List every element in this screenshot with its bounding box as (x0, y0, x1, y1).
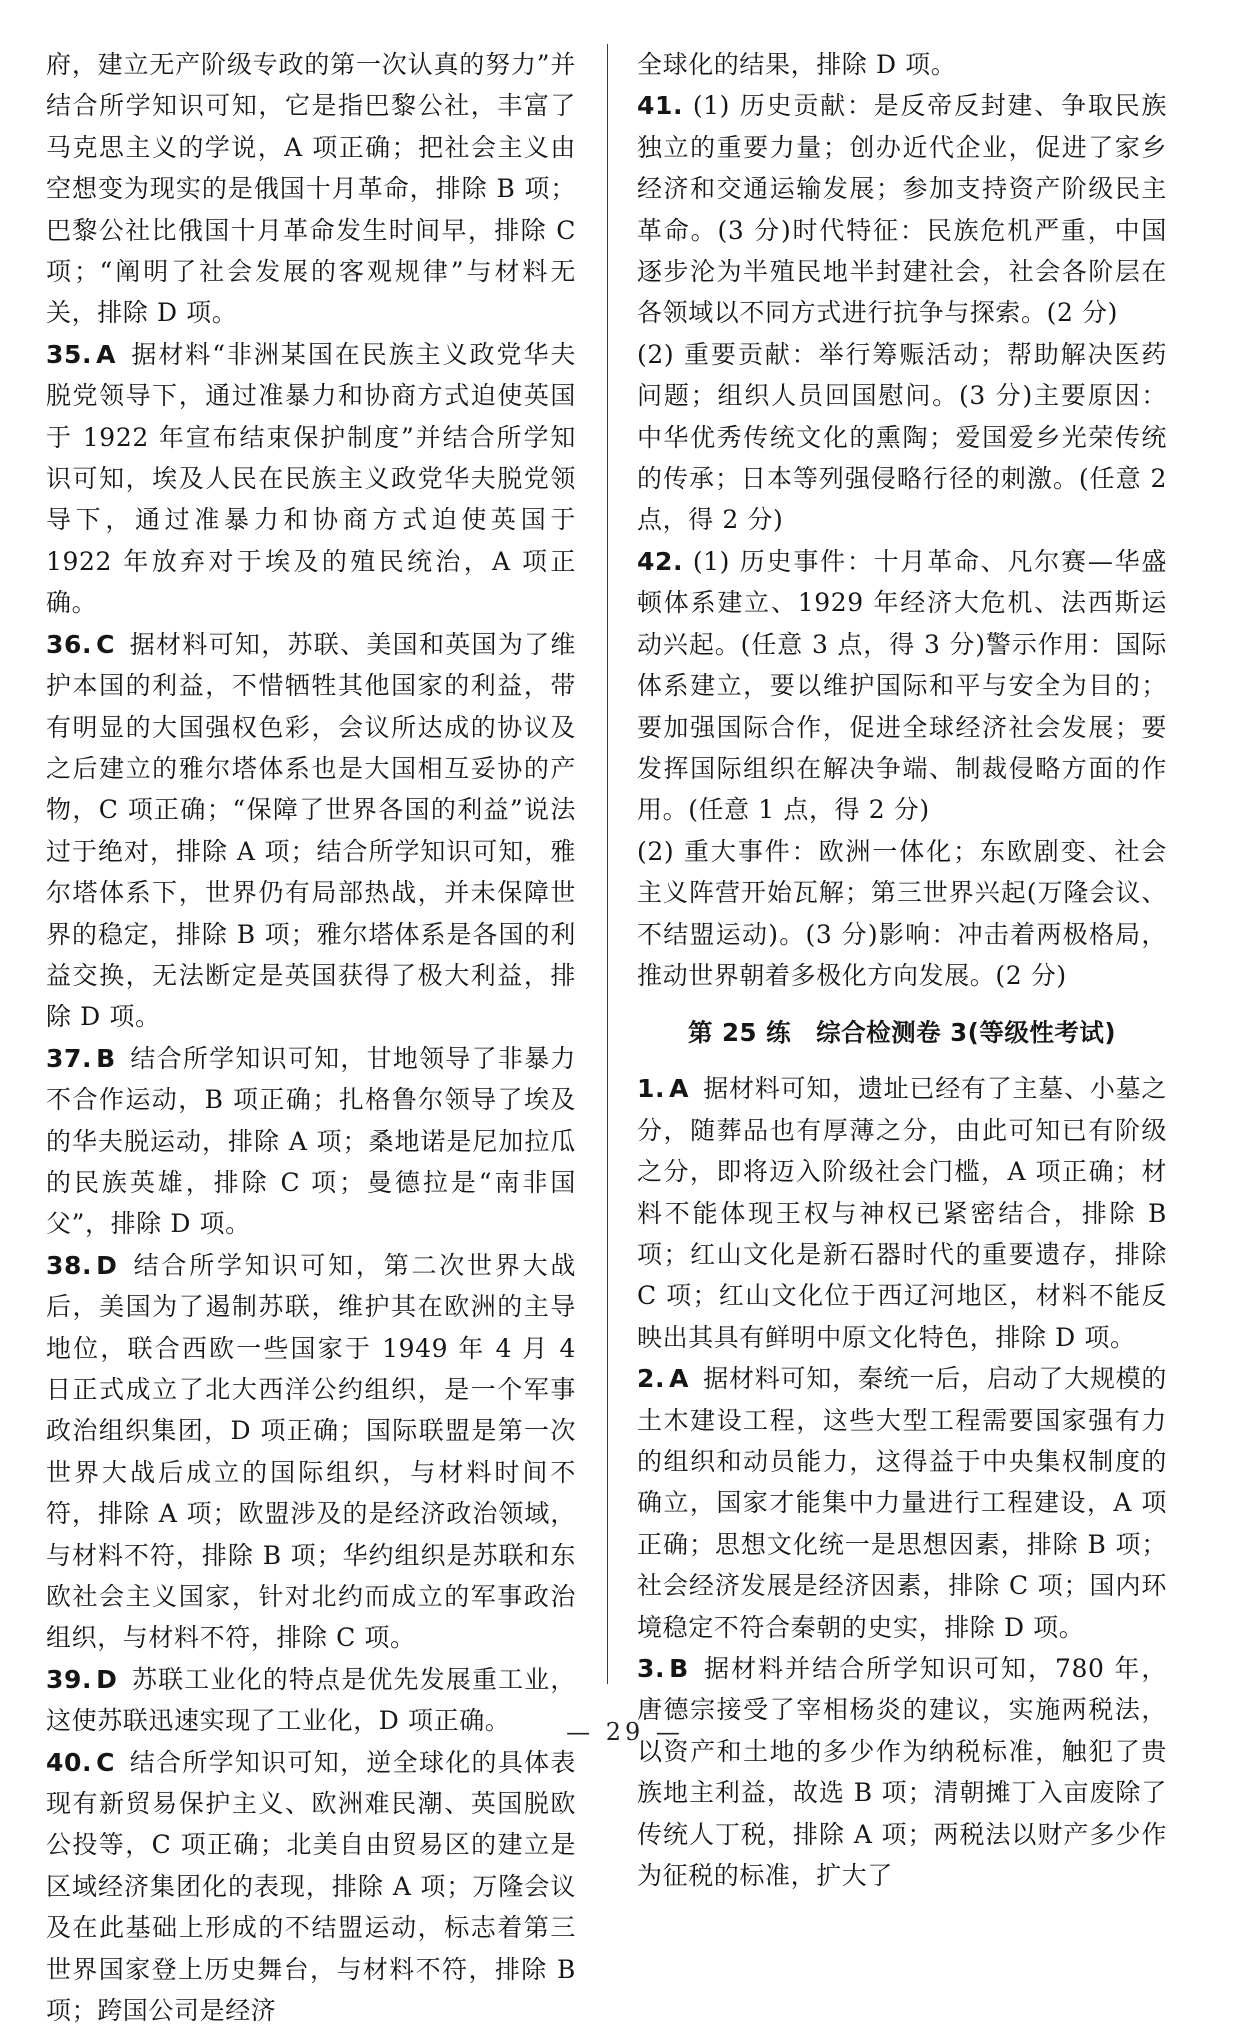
answer-item (46, 624, 576, 1038)
answer-item (637, 541, 1167, 831)
item-explanation: (1) 历史事件：十月革命、凡尔赛—华盛顿体系建立、1929 年经济大危机、法西斯运动兴起。(任意 3 点，得 3 分)警示作用：国际体系建立，要以维护国际和平与安全为目的；要加强国际合作，促进全球经济社会发展；要发挥国际组织在解决争端、制裁侵略方面的作用。(任意 1 点，得 2 分) (637, 546, 1167, 825)
item-explanation: 府，建立无产阶级专政的第一次认真的努力”并结合所学知识可知，它是指巴黎公社，丰富了马克思主义的学说，A 项正确；把社会主义由空想变为现实的是俄国十月革命，排除 B 项；巴黎公社比俄国十月革命发生时间早，排除 C 项；“阐明了社会发展的客观规律”与材料无关，排除 D 项。 (46, 50, 576, 328)
item-number: 36. (46, 629, 93, 659)
item-explanation: 据材料并结合所学知识可知，780 年，唐德宗接受了宰相杨炎的建议，实施两税法，以资产和土地的多少作为纳税标准，触犯了贵族地主利益，故选 B 项；清朝摊丁入亩废除了传统人丁税，排除 A 项；两税法以财产多少作为征税的标准，扩大了 (637, 1654, 1167, 1891)
item-explanation: (2) 重大事件：欧洲一体化；东欧剧变、社会主义阵营开始瓦解；第三世界兴起(万隆会议、不结盟运动)。(3 分)影响：冲击着两极格局，推动世界朝着多极化方向发展。(2 分) (637, 836, 1167, 990)
answer-item (637, 1358, 1167, 1648)
item-answer-letter: C (96, 1747, 116, 1777)
item-answer-letter: C (96, 629, 116, 659)
item-number: 37. (46, 1043, 93, 1073)
answer-item (637, 1648, 1167, 1896)
item-number: 40. (46, 1747, 93, 1777)
item-explanation: 全球化的结果，排除 D 项。 (637, 50, 957, 79)
answer-item (46, 44, 576, 334)
item-explanation: (1) 历史贡献：是反帝反封建、争取民族独立的重要力量；创办近代企业，促进了家乡经济和交通运输发展；参加支持资产阶级民主革命。(3 分)时代特征：民族危机严重，中国逐步沦为半殖民地半封建社会，社会各阶层在各领域以不同方式进行抗争与探索。(2 分) (637, 91, 1167, 328)
right-column-bottom (637, 1068, 1167, 1896)
item-explanation: 据材料可知，遗址已经有了主墓、小墓之分，随葬品也有厚薄之分，由此可知已有阶级之分，即将迈入阶级社会门槛，A 项正确；材料不能体现王权与神权已紧密结合，排除 B 项；红山文化是新石器时代的重要遗存，排除 C 项；红山文化位于西辽河地区，材料不能反映出其具有鲜明中原文化特色，排除 D 项。 (637, 1074, 1167, 1352)
answer-item (46, 334, 576, 624)
item-number: 1. (637, 1074, 666, 1104)
item-explanation: 据材料可知，苏联、美国和英国为了维护本国的利益，不惜牺牲其他国家的利益，带有明显的大国强权色彩，会议所达成的协议及之后建立的雅尔塔体系也是大国相互妥协的产物，C 项正确；“保障了世界各国的利益”说法过于绝对，排除 A 项；结合所学知识可知，雅尔塔体系下，世界仍有局部热战，并未保障世界的稳定，排除 B 项；雅尔塔体系是各国的利益交换，无法断定是英国获得了极大利益，排除 D 项。 (46, 629, 576, 1032)
page-number: — 29 — (566, 1718, 684, 1746)
item-answer-letter: D (96, 1664, 118, 1694)
right-column-top (637, 44, 1167, 996)
item-number: 39. (46, 1664, 93, 1694)
answer-item (637, 831, 1167, 997)
item-answer-letter: B (96, 1043, 116, 1073)
item-explanation: (2) 重要贡献：举行筹赈活动；帮助解决医药问题；组织人员回国慰问。(3 分)主要原因：中华优秀传统文化的熏陶；爱国爱乡光荣传统的传承；日本等列强侵略行径的刺激。(任意 2 点，得 2 分) (637, 339, 1167, 535)
answer-item (46, 1038, 576, 1245)
item-number: 41. (637, 91, 684, 121)
item-answer-letter: A (96, 339, 117, 369)
answer-item (637, 85, 1167, 333)
item-explanation: 苏联工业化的特点是优先发展重工业，这使苏联迅速实现了工业化，D 项正确。 (46, 1664, 576, 1736)
answer-item (637, 44, 1167, 85)
item-explanation: 结合所学知识可知，甘地领导了非暴力不合作运动，B 项正确；扎格鲁尔领导了埃及的华夫脱运动，排除 A 项；桑地诺是尼加拉瓜的民族英雄，排除 C 项；曼德拉是“南非国父”，排除 D 项。 (46, 1043, 576, 1239)
item-answer-letter: B (669, 1654, 689, 1684)
answer-item (637, 1068, 1167, 1358)
answer-item (46, 1742, 576, 2032)
item-number: 35. (46, 339, 93, 369)
item-number: 3. (637, 1654, 666, 1684)
item-explanation: 据材料可知，秦统一后，启动了大规模的土木建设工程，这些大型工程需要国家强有力的组织和动员能力，这得益于中央集权制度的确立，国家才能集中力量进行工程建设，A 项正确；思想文化统一是思想因素，排除 B 项；社会经济发展是经济因素，排除 C 项；国内环境稳定不符合秦朝的史实，排除 D 项。 (637, 1364, 1167, 1642)
item-answer-letter: A (669, 1364, 690, 1394)
item-number: 38. (46, 1250, 93, 1280)
item-explanation: 结合所学知识可知，逆全球化的具体表现有新贸易保护主义、欧洲难民潮、英国脱欧公投等，C 项正确；北美自由贸易区的建立是区域经济集团化的表现，排除 A 项；万隆会议及在此基础上形成的不结盟运动，标志着第三世界国家登上历史舞台，与材料不符，排除 B 项；跨国公司是经济 (46, 1747, 576, 2026)
item-number: 2. (637, 1364, 666, 1394)
item-number: 42. (637, 546, 684, 576)
answer-item (46, 1245, 576, 1659)
item-answer-letter: A (669, 1074, 690, 1104)
item-answer-letter: D (96, 1250, 118, 1280)
right-column (637, 44, 1167, 1896)
answer-item (637, 334, 1167, 541)
item-explanation: 据材料“非洲某国在民族主义政党华夫脱党领导下，通过准暴力和协商方式迫使英国于 1922 年宣布结束保护制度”并结合所学知识可知，埃及人民在民族主义政党华夫脱党领导下，通过准暴力和协商方式迫使英国于 1922 年放弃对于埃及的殖民统治，A 项正确。 (46, 339, 576, 618)
section-heading: 第 25 练 综合检测卷 3(等级性考试) (687, 1018, 1117, 1048)
column-divider (607, 44, 608, 1684)
item-explanation: 结合所学知识可知，第二次世界大战后，美国为了遏制苏联，维护其在欧洲的主导地位，联合西欧一些国家于 1949 年 4 月 4 日正式成立了北大西洋公约组织，是一个军事政治组织集团，D 项正确；国际联盟是第一次世界大战后成立的国际组织，与材料时间不符，排除 A 项；欧盟涉及的是经济政治领域，与材料不符，排除 B 项；华约组织是苏联和东欧社会主义国家，针对北约而成立的军事政治组织，与材料不符，排除 C 项。 (46, 1250, 576, 1653)
